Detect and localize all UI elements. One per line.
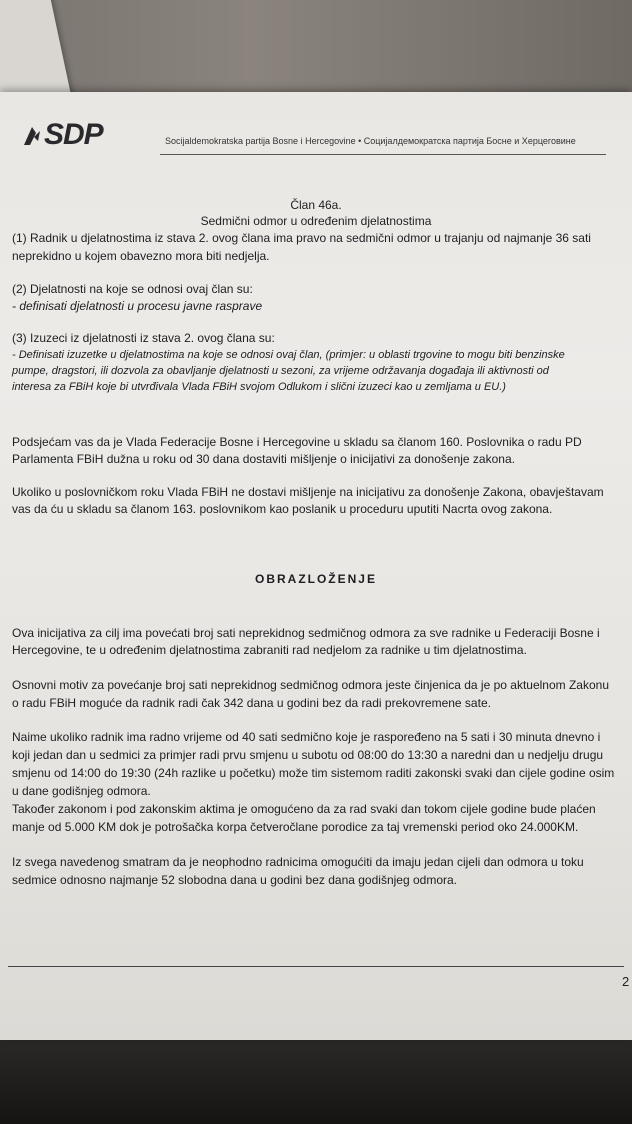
- paragraph-1-line-2: neprekidno u kojem obavezno mora biti nedjelja.: [12, 249, 270, 263]
- paragraph-1-line-1: (1) Radnik u djelatnostima iz stava 2. ovog člana ima pravo na sedmični odmor u trajanju od najmanje 36 sati: [12, 231, 591, 245]
- party-name-line: Socijaldemokratska partija Bosne i Hercegovine • Социјалдемократска партија Босне и Херцеговине: [165, 136, 576, 146]
- rationale-4-line-1: Također zakonom i pod zakonskim aktima je omogućeno da za rad svaki dan tokom cijele godine bude plaćen: [12, 802, 596, 816]
- paragraph-3-line-3: pumpe, dragstori, ili dozvola za obavljanje djelatnosti u sezoni, za vrijeme održavanja događaja ili aktivnosti od: [12, 365, 549, 377]
- paragraph-3-line-2: - Definisati izuzetke u djelatnostima na koje se odnosi ovaj član, (primjer: u oblasti trgovine to mogu biti benzinske: [12, 349, 565, 361]
- document-page: [0, 92, 632, 1040]
- rationale-5-line-1: Iz svega navedenog smatram da je neophodno radnicima omogućiti da imaju jedan cijeli dan odmora u toku: [12, 855, 584, 869]
- rationale-3-line-4: u dane godišnjeg odmora.: [12, 784, 151, 798]
- sdp-logo: [22, 118, 103, 152]
- notice-2-line-2: vas da ću u skladu sa članom 163. poslovnikom kao poslanik u proceduru uputiti Nacrta ovog zakona.: [12, 502, 553, 516]
- logo-text: SDP: [44, 118, 103, 151]
- article-title: Član 46a.: [290, 198, 342, 212]
- rationale-3-line-1: Naime ukoliko radnik ima radno vrijeme od 40 sati sedmično koje je raspoređeno na 5 sati i 30 minuta dnevno i: [12, 730, 601, 744]
- rose-logo-icon: [22, 123, 42, 147]
- paragraph-2-line-2: - definisati djelatnosti u procesu javne rasprave: [12, 299, 263, 313]
- article-subtitle: Sedmični odmor u određenim djelatnostima: [200, 214, 432, 228]
- notice-1-line-1: Podsjećam vas da je Vlada Federacije Bosne i Hercegovine u skladu sa članom 160. Poslovnika o radu PD: [12, 435, 582, 449]
- paragraph-2-line-1: (2) Djelatnosti na koje se odnosi ovaj član su:: [12, 282, 253, 296]
- rationale-4-line-2: manje od 5.000 KM dok je potrošačka korpa četveročlane porodice za taj vremenski period oko 24.000KM.: [12, 820, 579, 834]
- rationale-3-line-2: koji jedan dan u sedmici za primjer radi prvu smjenu u subotu od 08:00 do 13:30 a naredni dan u nedjelju drugu: [12, 748, 604, 762]
- page-number: 2: [622, 974, 630, 989]
- rationale-heading: OBRAZLOŽENJE: [254, 572, 377, 586]
- background-bottom: [0, 1030, 632, 1124]
- footer-divider: [8, 966, 624, 967]
- paragraph-3-line-1: (3) Izuzeci iz djelatnosti iz stava 2. ovog člana su:: [12, 331, 275, 345]
- rationale-2-line-1: Osnovni motiv za povećanje broj sati neprekidnog sedmičnog odmora jeste činjenica da je po aktuelnom Zakonu: [12, 678, 610, 692]
- notice-2-line-1: Ukoliko u poslovničkom roku Vlada FBiH ne dostavi mišljenje na inicijativu za donošenje Zakona, obavještavam: [12, 485, 604, 499]
- rationale-5-line-2: sedmice odnosno najmanje 52 slobodna dana u godini bez dana godišnjeg odmora.: [12, 873, 457, 887]
- notice-1-line-2: Parlamenta FBiH dužna u roku od 30 dana dostaviti mišljenje o inicijativi za donošenje zakona.: [12, 452, 515, 466]
- rationale-1-line-2: Hercegovine, te u određenim djelatnostima zabraniti rad nedjelom za radnike u tim djelatnostima.: [12, 643, 527, 657]
- rationale-1-line-1: Ova inicijativa za cilj ima povećati broj sati neprekidnog sedmičnog odmora za sve radnike u Federaciji Bosne i: [12, 626, 600, 640]
- paragraph-3-line-4: interesa za FBiH koje bi utvrđivala Vlada FBiH svojom Odlukom i slični izuzeci kao u zemljama u EU.): [12, 381, 506, 393]
- rationale-2-line-2: o radu FBiH moguće da radnik radi čak 342 dana u godini bez da radi prekovremene sate.: [12, 696, 491, 710]
- rationale-3-line-3: smjenu od 14:00 do 19:30 (24h razlike u početku) može tim sistemom raditi zakonski svaki dan cijele godine osim: [12, 766, 615, 780]
- header-divider: [160, 154, 606, 155]
